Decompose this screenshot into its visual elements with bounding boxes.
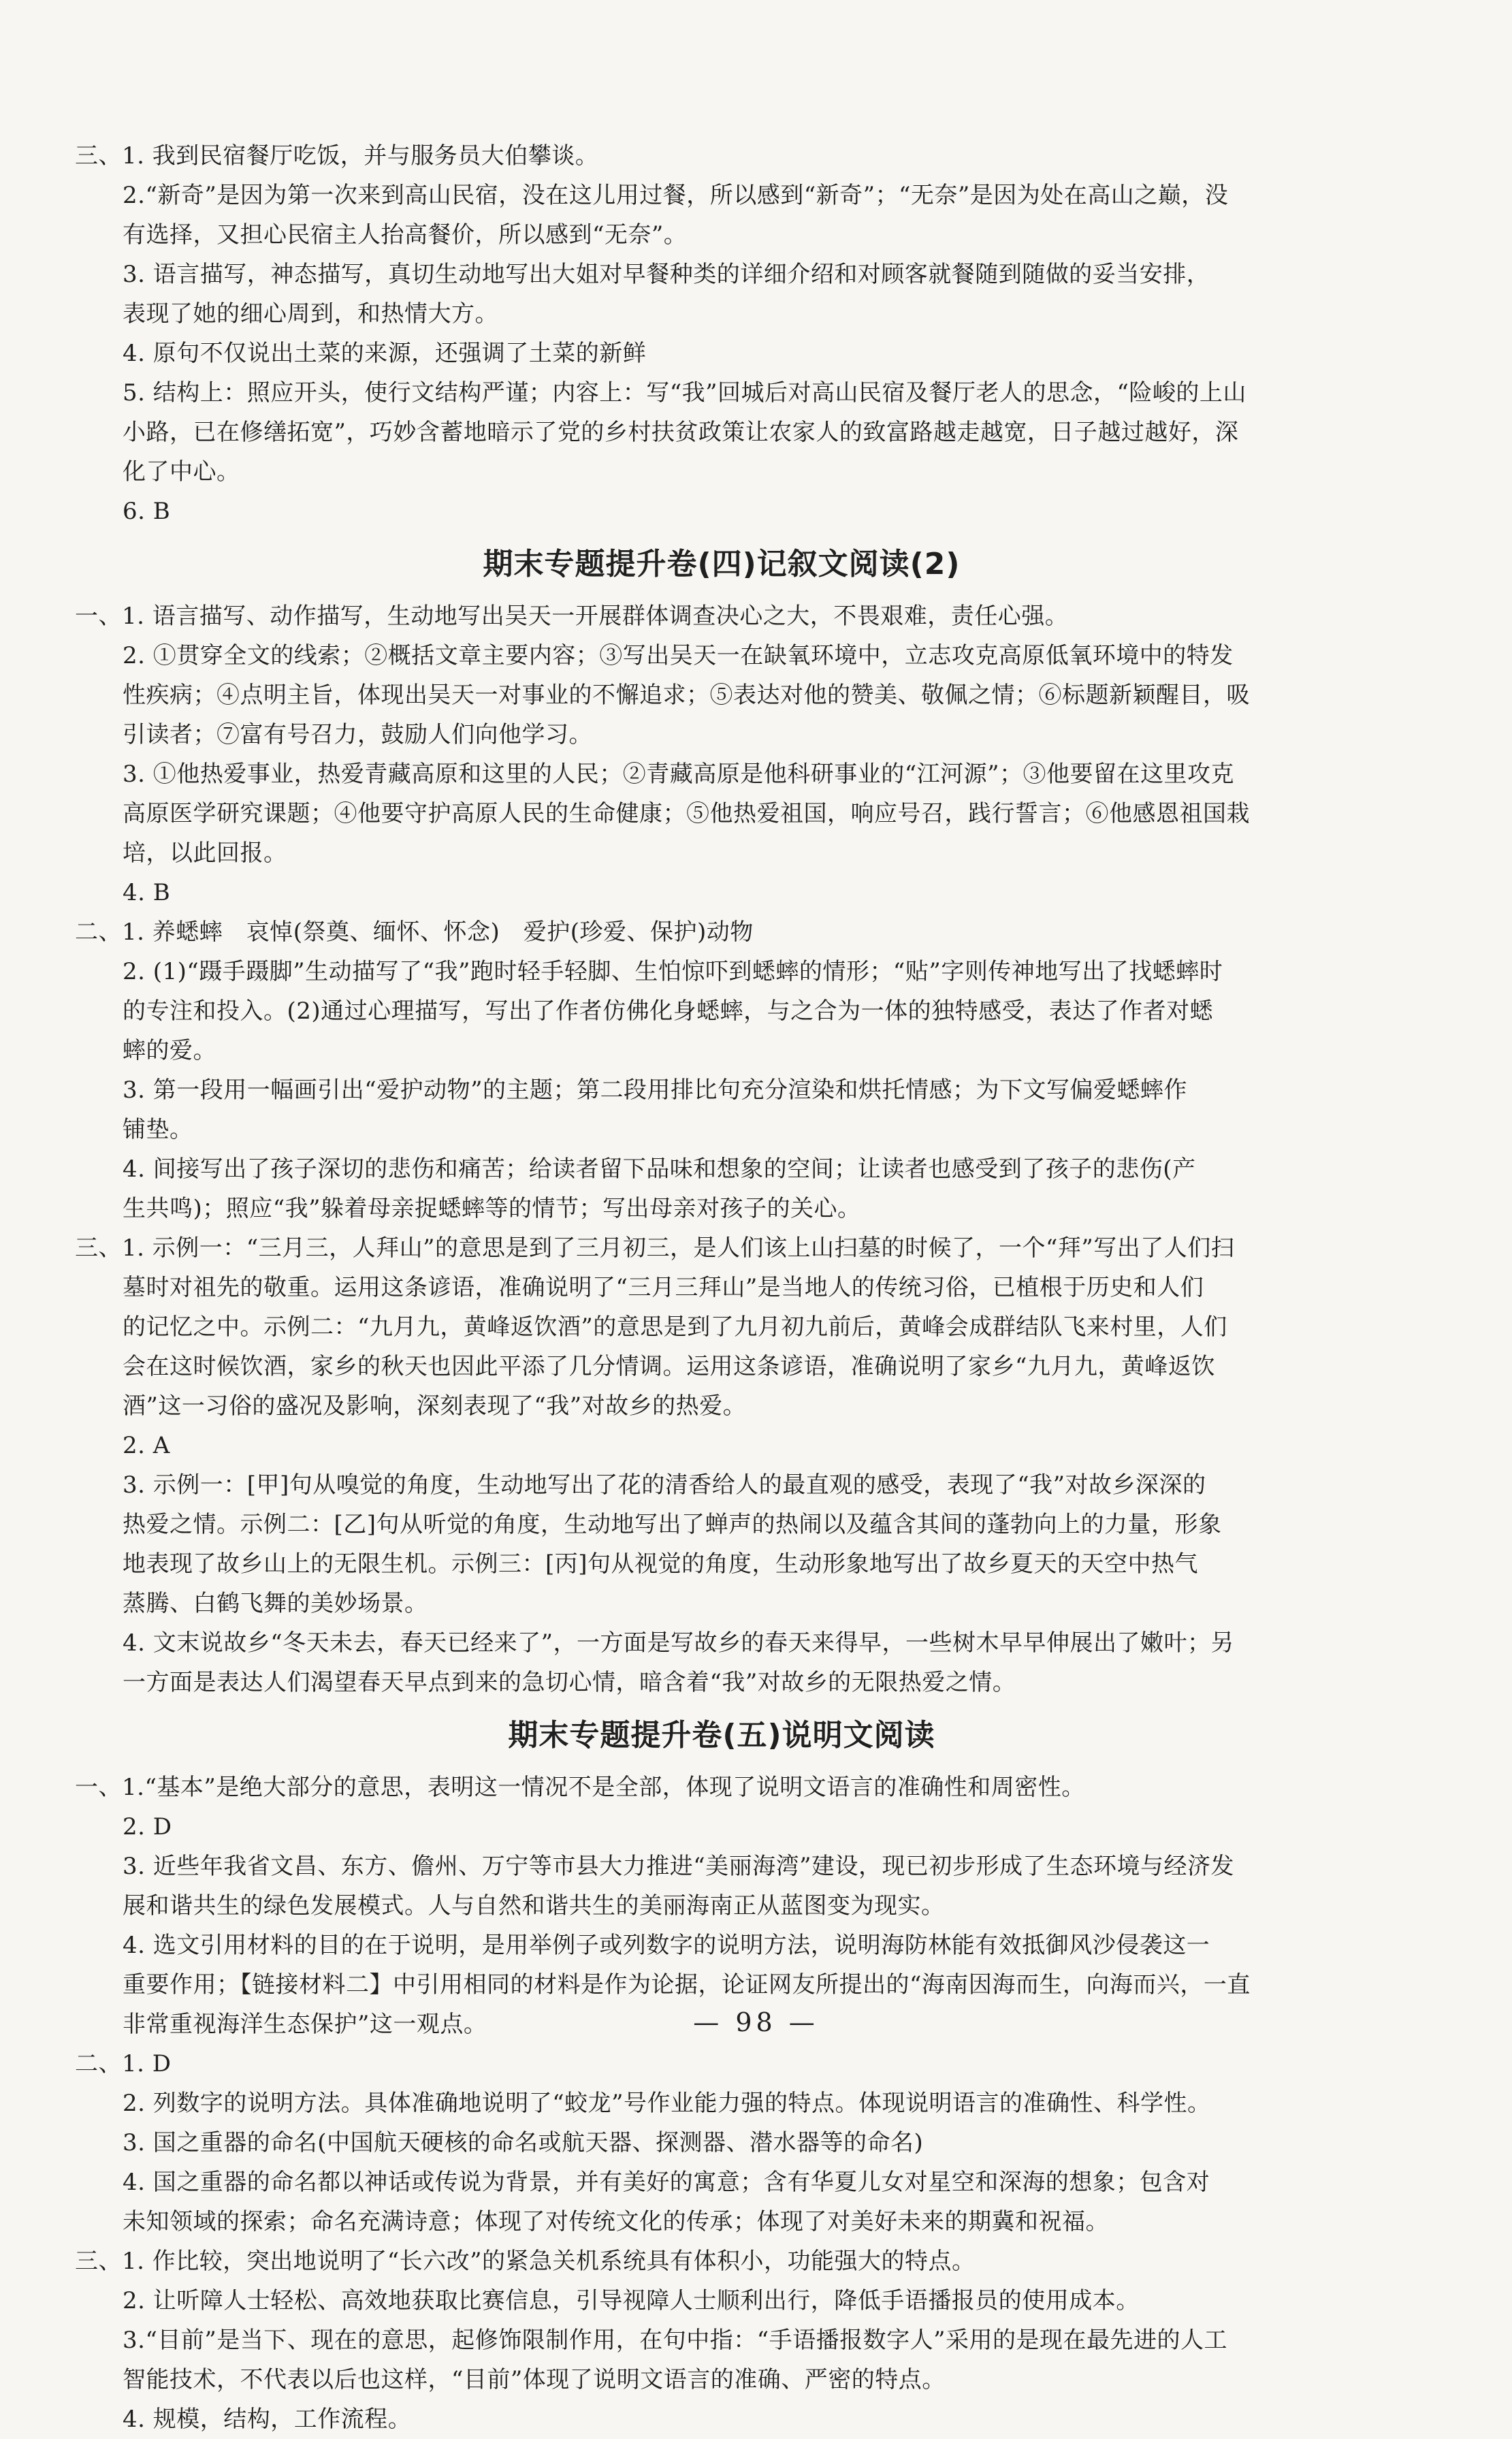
answer-line: 表现了她的细心周到，和热情大方。 (123, 300, 498, 328)
answer-line: 一、1. 语言描写、动作描写，生动地写出吴天一开展群体调查决心之大，不畏艰难，责任心强。 (75, 603, 1069, 630)
answer-line: 性疾病；④点明主旨，体现出吴天一对事业的不懈追求；⑤表达对他的赞美、敬佩之情；⑥标题新颖醒目，吸 (123, 682, 1250, 709)
answer-line: 有选择，又担心民宿主人抬高餐价，所以感到“无奈”。 (123, 221, 688, 249)
answer-line: 的记忆之中。示例二：“九月九，黄峰返饮酒”的意思是到了九月初九前后，黄峰会成群结队飞来村里，人们 (123, 1313, 1227, 1341)
answer-line: 展和谐共生的绿色发展模式。人与自然和谐共生的美丽海南正从蓝图变为现实。 (123, 1892, 945, 1919)
answer-line: 的专注和投入。(2)通过心理描写，写出了作者仿佛化身蟋蟀，与之合为一体的独特感受，表达了作者对蟋 (123, 998, 1214, 1025)
answer-section (75, 136, 1368, 531)
answer-line: 2. 让听障人士轻松、高效地获取比赛信息，引导视障人士顺利出行，降低手语播报员的使用成本。 (123, 2287, 1140, 2314)
answer-section (75, 538, 1368, 1702)
answer-line: 3. 示例一：[甲]句从嗅觉的角度，生动地写出了花的清香给人的最直观的感受，表现了“我”对故乡深深的 (123, 1471, 1206, 1499)
answer-line: 3. 语言描写，神态描写，真切生动地写出大姐对早餐种类的详细介绍和对顾客就餐随到随做的妥当安排， (123, 261, 1210, 288)
answer-line: 4. 间接写出了孩子深切的悲伤和痛苦；给读者留下品味和想象的空间；让读者也感受到了孩子的悲伤(产 (123, 1155, 1196, 1183)
answer-line: 2. (1)“蹑手蹑脚”生动描写了“我”跑时轻手轻脚、生怕惊吓到蟋蟀的情形；“贴”字则传神地写出了找蟋蟀时 (123, 958, 1223, 985)
answer-line: 重要作用；【链接材料二】中引用相同的材料是作为论据，论证网友所提出的“海南因海而生，向海而兴，一直 (123, 1971, 1251, 1998)
section-heading: 期末专题提升卷(四)记叙文阅读(2) (483, 547, 961, 581)
answer-line: 三、1. 作比较，突出地说明了“长六改”的紧急关机系统具有体积小，功能强大的特点。 (75, 2248, 976, 2275)
answer-line: 地表现了故乡山上的无限生机。示例三：[丙]句从视觉的角度，生动形象地写出了故乡夏天的天空中热气 (123, 1550, 1199, 1578)
answer-line: 4. 文末说故乡“冬天未去，春天已经来了”，一方面是写故乡的春天来得早，一些树木早早伸展出了嫩叶；另 (123, 1629, 1235, 1657)
answer-line: 三、1. 我到民宿餐厅吃饭，并与服务员大伯攀谈。 (75, 142, 599, 170)
answer-line: 会在这时候饮酒，家乡的秋天也因此平添了几分情调。运用这条谚语，准确说明了家乡“九月九，黄峰返饮 (123, 1353, 1215, 1380)
answer-line: 生共鸣)；照应“我”躲着母亲捉蟋蟀等的情节；写出母亲对孩子的关心。 (123, 1195, 861, 1222)
answer-line: 未知领域的探索；命名充满诗意；体现了对传统文化的传承；体现了对美好未来的期冀和祝福。 (123, 2208, 1109, 2235)
answer-line: 智能技术，不代表以后也这样，“目前”体现了说明文语言的准确、严密的特点。 (123, 2366, 946, 2393)
answer-line: 化了中心。 (123, 458, 240, 485)
answer-line: 6. B (123, 498, 171, 525)
section-heading: 期末专题提升卷(五)说明文阅读 (508, 1718, 935, 1753)
answer-line: 2. ①贯穿全文的线索；②概括文章主要内容；③写出吴天一在缺氧环境中，立志攻克高原低氧环境中的特发 (123, 642, 1234, 669)
answer-line: 3. 第一段用一幅画引出“爱护动物”的主题；第二段用排比句充分渲染和烘托情感；为下文写偏爱蟋蟀作 (123, 1077, 1188, 1104)
answer-page (75, 136, 1368, 2439)
answer-line: 5. 结构上：照应开头，使行文结构严谨；内容上：写“我”回城后对高山民宿及餐厅老人的思念，“险峻的上山 (123, 379, 1246, 406)
answer-line: 非常重视海洋生态保护”这一观点。 (123, 2011, 487, 2038)
answer-line: 2. A (123, 1432, 170, 1459)
answer-line: 酒”这一习俗的盛况及影响，深刻表现了“我”对故乡的热爱。 (123, 1392, 747, 1420)
answer-line: 三、1. 示例一：“三月三，人拜山”的意思是到了三月初三，是人们该上山扫墓的时候了，一个“拜”写出了人们扫 (75, 1234, 1235, 1262)
answer-line: 铺垫。 (123, 1116, 193, 1143)
answer-line: 二、1. D (75, 2050, 172, 2077)
answer-line: 蟀的爱。 (123, 1037, 216, 1064)
answer-line: 4. B (123, 879, 171, 906)
answer-line: 4. 原句不仅说出土菜的来源，还强调了土菜的新鲜 (123, 340, 647, 367)
answer-line: 墓时对祖先的敬重。运用这条谚语，准确说明了“三月三拜山”是当地人的传统习俗，已植根于历史和人们 (123, 1274, 1204, 1301)
answer-line: 4. 国之重器的命名都以神话或传说为背景，并有美好的寓意；含有华夏儿女对星空和深海的想象；包含对 (123, 2169, 1210, 2196)
answer-line: 二、1. 养蟋蟀 哀悼(祭奠、缅怀、怀念) 爱护(珍爱、保护)动物 (75, 919, 754, 946)
answer-line: 一方面是表达人们渴望春天早点到来的急切心情，暗含着“我”对故乡的无限热爱之情。 (123, 1669, 1016, 1696)
answer-line: 热爱之情。示例二：[乙]句从听觉的角度，生动地写出了蝉声的热闹以及蕴含其间的蓬勃向上的力量，形象 (123, 1511, 1222, 1538)
answer-line: 培，以此回报。 (123, 840, 287, 867)
answer-line: 2. 列数字的说明方法。具体准确地说明了“蛟龙”号作业能力强的特点。体现说明语言的准确性、科学性。 (123, 2090, 1211, 2117)
answer-line: 2.“新奇”是因为第一次来到高山民宿，没在这儿用过餐，所以感到“新奇”；“无奈”是因为处在高山之巅，没 (123, 182, 1229, 209)
page-number: — 98 — (693, 2007, 819, 2037)
answer-line: 2. D (123, 1813, 172, 1840)
answer-line: 3.“目前”是当下、现在的意思，起修饰限制作用，在句中指：“手语播报数字人”采用的是现在最先进的人工 (123, 2327, 1227, 2354)
answer-line: 小路，已在修缮拓宽”，巧妙含蓄地暗示了党的乡村扶贫政策让农家人的致富路越走越宽，日子越过越好，深 (123, 419, 1239, 446)
answer-line: 引读者；⑦富有号召力，鼓励人们向他学习。 (123, 721, 592, 748)
answer-line: 4. 规模，结构，工作流程。 (123, 2406, 412, 2433)
answer-line: 高原医学研究课题；④他要守护高原人民的生命健康；⑤他热爱祖国，响应号召，践行誓言；⑥他感恩祖国栽 (123, 800, 1250, 827)
answer-line: 3. 国之重器的命名(中国航天硬核的命名或航天器、探测器、潜水器等的命名) (123, 2129, 924, 2156)
answer-line: 3. 近些年我省文昌、东方、儋州、万宁等市县大力推进“美丽海湾”建设，现已初步形成了生态环境与经济发 (123, 1853, 1235, 1880)
answer-section (75, 1709, 1368, 2439)
answer-line: 蒸腾、白鹤飞舞的美妙场景。 (123, 1590, 428, 1617)
answer-line: 4. 选文引用材料的目的在于说明，是用举例子或列数字的说明方法，说明海防林能有效抵御风沙侵袭这一 (123, 1932, 1210, 1959)
answer-line: 一、1.“基本”是绝大部分的意思，表明这一情况不是全部，体现了说明文语言的准确性和周密性。 (75, 1774, 1085, 1801)
answer-line: 3. ①他热爱事业，热爱青藏高原和这里的人民；②青藏高原是他科研事业的“江河源”；③他要留在这里攻克 (123, 761, 1235, 788)
